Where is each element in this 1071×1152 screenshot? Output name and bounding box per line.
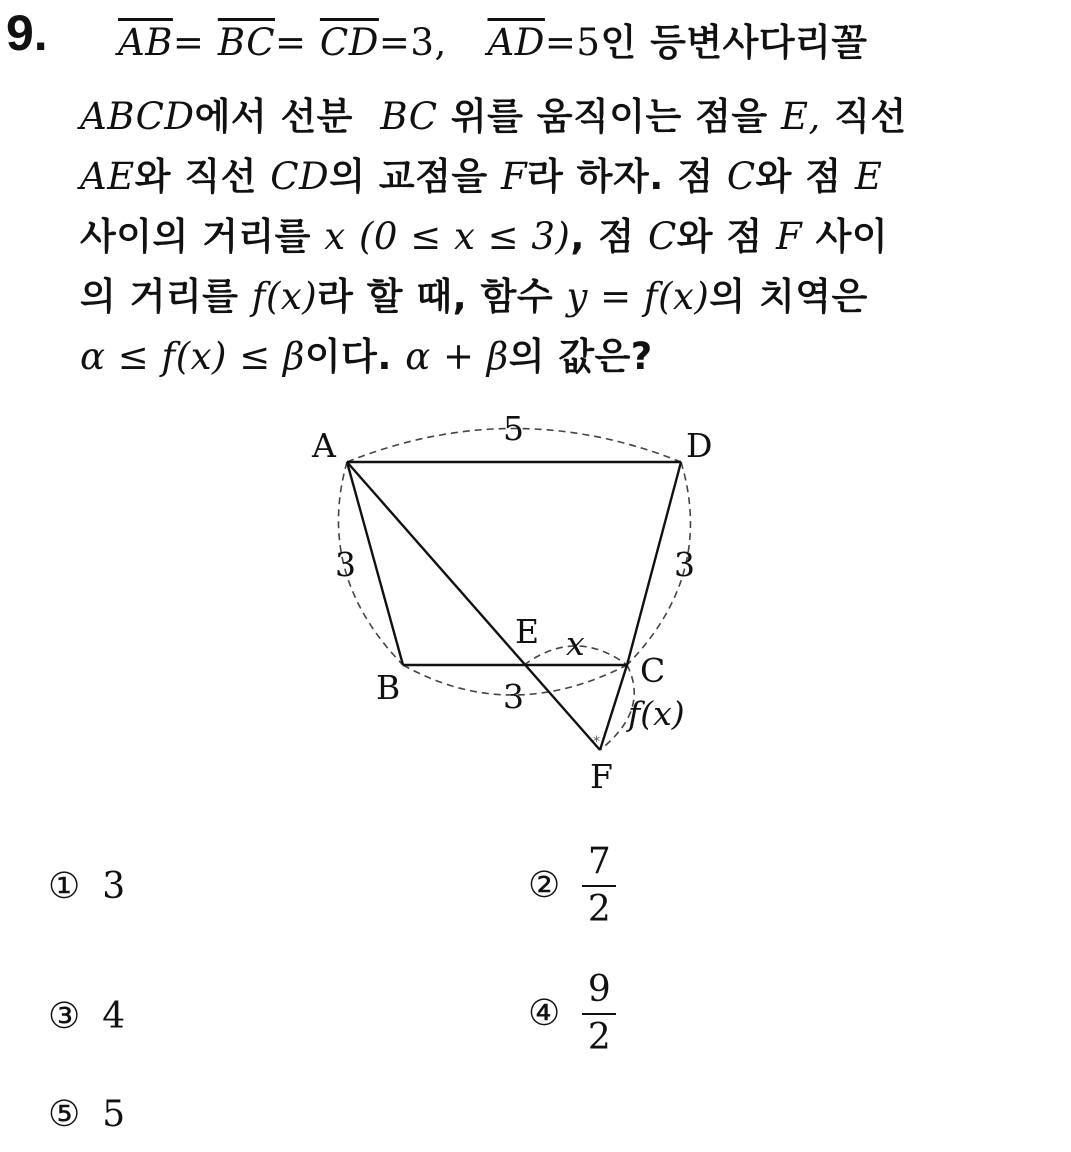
label-ad-length: 5 bbox=[503, 409, 524, 448]
value-five: 5 bbox=[576, 21, 601, 64]
choice-1[interactable] bbox=[48, 866, 125, 907]
math-fx: f(x) bbox=[251, 275, 318, 318]
numerator: 7 bbox=[587, 841, 611, 882]
equals-sign: = bbox=[275, 21, 307, 64]
label-d: D bbox=[686, 426, 713, 465]
segment-bc: $\overline{BC}$ bbox=[217, 21, 276, 64]
text: 에서 선분 bbox=[194, 95, 353, 138]
math-c: C bbox=[726, 155, 756, 198]
segment-dc-line bbox=[627, 462, 681, 665]
math-inequality: α ≤ f(x) ≤ β bbox=[80, 335, 305, 378]
text: , 점 bbox=[570, 215, 635, 258]
choice-5[interactable] bbox=[48, 1094, 125, 1135]
choice-number: ② bbox=[528, 865, 561, 907]
trapezoid-figure bbox=[300, 405, 720, 795]
math-c: C bbox=[647, 215, 677, 258]
text: 사이 bbox=[815, 215, 889, 258]
label-f: F bbox=[590, 757, 613, 795]
question-line-4 bbox=[80, 206, 888, 260]
question-line-3 bbox=[80, 146, 882, 200]
math-y-eq-fx: y = f(x) bbox=[566, 275, 710, 318]
fraction-bar bbox=[582, 1013, 616, 1015]
text: 와 직선 bbox=[134, 155, 257, 198]
math-x: x bbox=[324, 215, 346, 258]
math-f: F bbox=[500, 155, 528, 198]
value-three: 3, bbox=[410, 21, 447, 64]
text: 의 거리를 bbox=[80, 275, 239, 318]
text: 위를 움직이는 점을 bbox=[450, 95, 768, 138]
label-cd-length: 3 bbox=[674, 545, 695, 584]
label-b: B bbox=[376, 668, 401, 707]
text: 의 값은? bbox=[508, 335, 653, 378]
math-cd: CD bbox=[270, 155, 330, 198]
choice-value: 3 bbox=[102, 866, 126, 907]
math-alpha-plus-beta: α + β bbox=[405, 335, 509, 378]
question-line-1 bbox=[118, 12, 868, 66]
text: 라 할 때, 함수 bbox=[317, 275, 554, 318]
choice-number: ① bbox=[48, 866, 81, 907]
text: 사이의 거리를 bbox=[80, 215, 311, 258]
label-ce-length: x bbox=[566, 624, 585, 663]
text: 라 하자. 점 bbox=[527, 155, 714, 198]
question-number: 9. bbox=[6, 5, 48, 61]
label-ab-length: 3 bbox=[335, 545, 356, 584]
question-line-2 bbox=[80, 86, 907, 140]
math-e: E bbox=[854, 155, 883, 198]
choice-4[interactable] bbox=[528, 970, 616, 1057]
equals-sign: = bbox=[544, 21, 577, 64]
choice-number: ③ bbox=[48, 996, 81, 1037]
segment-cf-line bbox=[600, 665, 627, 750]
label-a: A bbox=[312, 426, 336, 465]
question-line-5 bbox=[80, 266, 868, 320]
text: 의 치역은 bbox=[709, 275, 868, 318]
denominator: 2 bbox=[587, 1016, 611, 1058]
equals-sign: = bbox=[378, 21, 411, 64]
choice-2[interactable] bbox=[528, 842, 616, 929]
text: 직선 bbox=[834, 95, 907, 138]
fraction bbox=[582, 842, 616, 929]
fraction bbox=[582, 970, 616, 1057]
label-e: E bbox=[515, 612, 540, 651]
segment-cd: $\overline{CD}$ bbox=[319, 21, 379, 64]
angle-mark-f: * bbox=[593, 734, 600, 750]
label-cf-length: f(x) bbox=[628, 694, 685, 733]
segment-ab: $\overline{AB}$ bbox=[118, 21, 173, 64]
text: 와 점 bbox=[676, 215, 763, 258]
label-c: C bbox=[640, 651, 666, 690]
text-isosceles-trapezoid: 인 등변사다리꼴 bbox=[600, 21, 868, 64]
math-range: (0 ≤ x ≤ 3) bbox=[359, 215, 571, 258]
segment-ad: $\overline{AD}$ bbox=[487, 21, 545, 64]
choice-value: 5 bbox=[102, 1094, 126, 1135]
math-f: F bbox=[776, 215, 803, 258]
fraction-bar bbox=[582, 885, 616, 887]
choice-3[interactable] bbox=[48, 996, 125, 1037]
label-bc-length: 3 bbox=[503, 677, 524, 716]
choice-number: ④ bbox=[528, 993, 561, 1035]
choice-number: ⑤ bbox=[48, 1094, 81, 1135]
math-ae: AE bbox=[80, 155, 135, 198]
math-abcd: ABCD bbox=[80, 95, 195, 138]
text: 와 점 bbox=[755, 155, 842, 198]
math-e: E, bbox=[781, 95, 821, 138]
equals-sign: = bbox=[172, 21, 205, 64]
math-bc: BC bbox=[380, 95, 438, 138]
text: 이다. bbox=[304, 335, 392, 378]
question-line-6 bbox=[80, 326, 653, 380]
denominator: 2 bbox=[587, 888, 611, 930]
numerator: 9 bbox=[587, 969, 611, 1010]
text: 의 교점을 bbox=[329, 155, 488, 198]
choice-value: 4 bbox=[102, 996, 126, 1037]
